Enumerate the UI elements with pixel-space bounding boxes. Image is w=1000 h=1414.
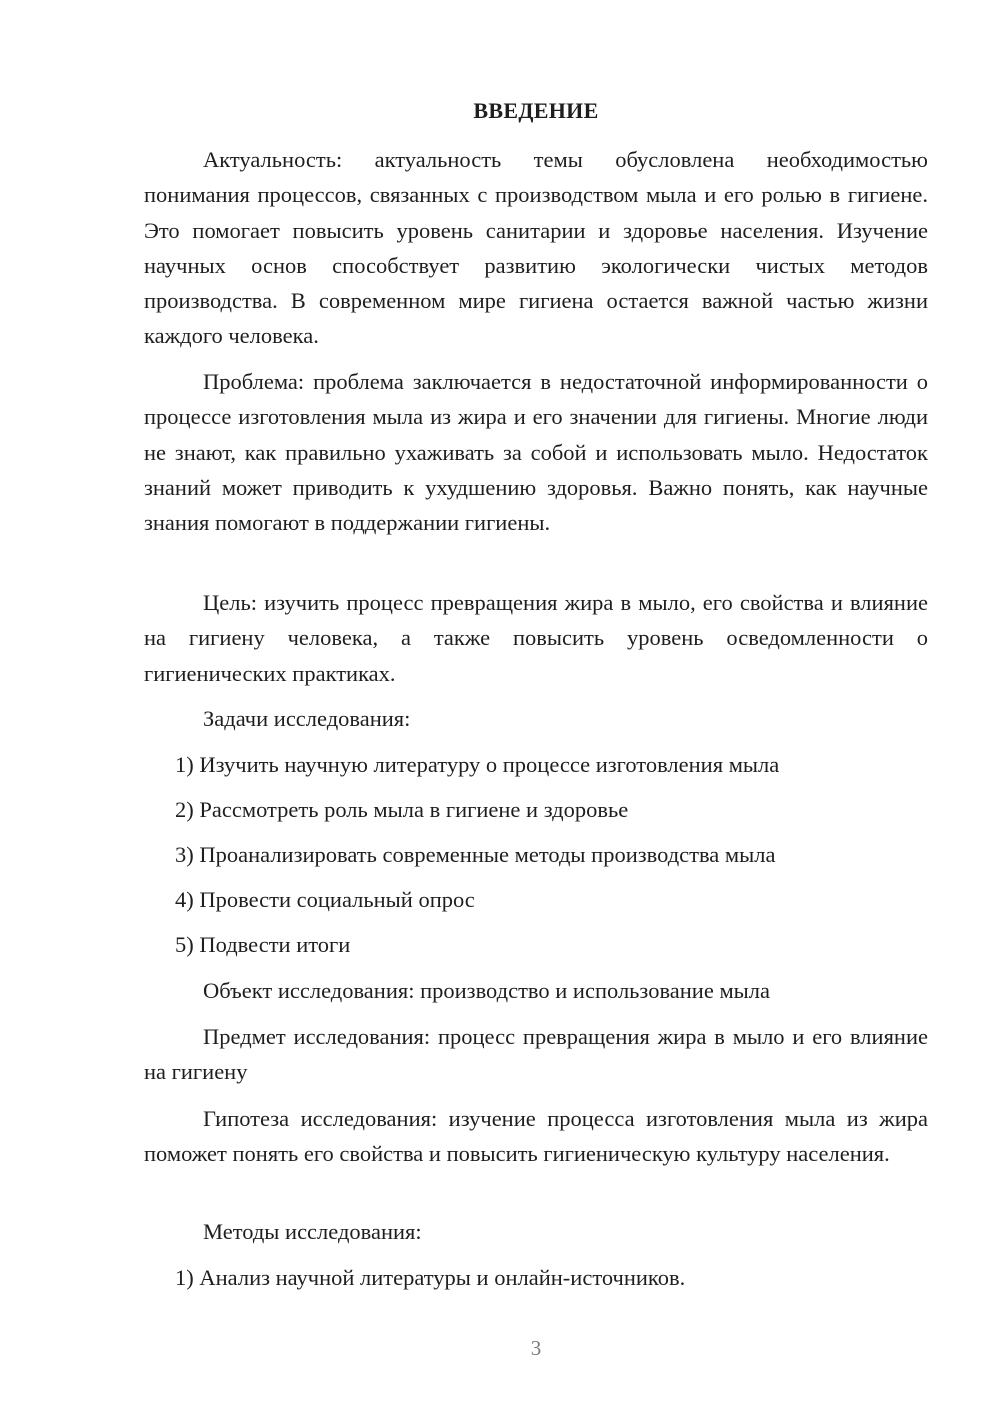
- method-item: 1) Анализ научной литературы и онлайн-источников.: [175, 1265, 686, 1290]
- section-title: ВВЕДЕНИЕ: [473, 98, 599, 123]
- page-number: 3: [530, 1336, 542, 1360]
- task-item: 1) Изучить научную литературу о процессе изготовления мыла: [175, 752, 780, 777]
- tasks-heading: Задачи исследования:: [203, 706, 411, 731]
- research-object: Объект исследования: производство и использование мыла: [203, 978, 771, 1003]
- task-item: 3) Проанализировать современные методы производства мыла: [175, 842, 776, 867]
- task-item: 4) Провести социальный опрос: [175, 887, 475, 912]
- relevance-paragraph: Актуальность: актуальность темы обусловлена необходимостью понимания процессов, связанных с производством мыла и его ролью в гигиене. Это помогает повысить уровень санитарии и здоровье населения. Изучение научных основ способствует развитию экологически чистых методов производства. В современном мире гигиена остается важной частью жизни каждого человека.: [144, 147, 928, 349]
- task-item: 2) Рассмотреть роль мыла в гигиене и здоровье: [175, 797, 629, 822]
- methods-heading: Методы исследования:: [203, 1219, 422, 1244]
- goal-paragraph: Цель: изучить процесс превращения жира в мыло, его свойства и влияние на гигиену человека, а также повысить уровень осведомленности о гигиенических практиках.: [144, 590, 928, 686]
- task-item: 5) Подвести итоги: [175, 932, 351, 957]
- research-subject-paragraph: Предмет исследования: процесс превращения жира в мыло и его влияние на гигиену: [144, 1024, 928, 1085]
- hypothesis-paragraph: Гипотеза исследования: изучение процесса изготовления мыла из жира поможет понять его свойства и повысить гигиеническую культуру населения.: [144, 1106, 928, 1167]
- problem-paragraph: Проблема: проблема заключается в недостаточной информированности о процессе изготовления мыла из жира и его значении для гигиены. Многие люди не знают, как правильно ухаживать за собой и использовать мыло. Недостаток знаний может приводить к ухудшению здоровья. Важно понять, как научные знания помогают в поддержании гигиены.: [144, 369, 928, 536]
